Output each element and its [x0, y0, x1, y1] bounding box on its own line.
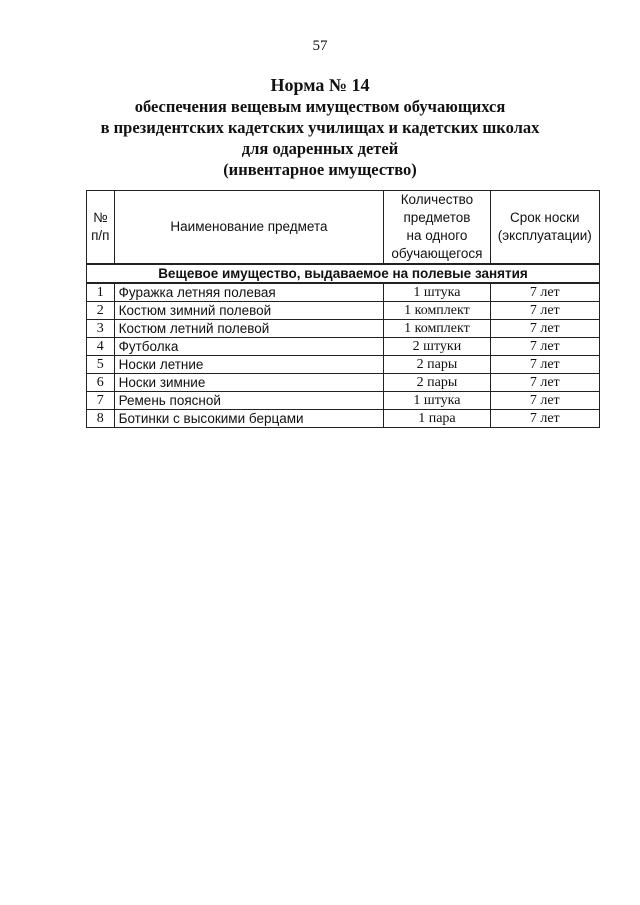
header-wear-term: Срок носки (эксплуатации) — [490, 191, 599, 265]
row-quantity: 1 комплект — [384, 302, 490, 320]
document-heading — [60, 75, 580, 180]
row-item-name: Ботинки с высокими берцами — [114, 410, 384, 428]
table-header-row — [87, 191, 600, 265]
heading-line-4: для одаренных детей — [241, 139, 399, 158]
table-row — [87, 320, 600, 338]
row-quantity: 1 штука — [384, 392, 490, 410]
heading-line-2: обеспечения вещевым имуществом обучающихся — [134, 97, 506, 116]
row-item-name: Костюм летний полевой — [114, 320, 384, 338]
header-item-name: Наименование предмета — [114, 191, 384, 265]
row-number: 2 — [87, 302, 115, 320]
norm-table — [86, 190, 600, 428]
table-row — [87, 338, 600, 356]
row-wear-term: 7 лет — [490, 320, 599, 338]
table-row — [87, 283, 600, 302]
row-quantity: 1 штука — [384, 283, 490, 302]
row-quantity: 2 пары — [384, 374, 490, 392]
row-wear-term: 7 лет — [490, 374, 599, 392]
section-row — [87, 264, 600, 283]
table-row — [87, 410, 600, 428]
row-quantity: 2 штуки — [384, 338, 490, 356]
row-quantity: 2 пары — [384, 356, 490, 374]
row-wear-term: 7 лет — [490, 356, 599, 374]
row-number: 4 — [87, 338, 115, 356]
row-number: 5 — [87, 356, 115, 374]
row-item-name: Ремень поясной — [114, 392, 384, 410]
table-row — [87, 356, 600, 374]
row-number: 7 — [87, 392, 115, 410]
table-row — [87, 392, 600, 410]
row-wear-term: 7 лет — [490, 338, 599, 356]
row-wear-term: 7 лет — [490, 392, 599, 410]
row-number: 3 — [87, 320, 115, 338]
row-number: 6 — [87, 374, 115, 392]
row-item-name: Футболка — [114, 338, 384, 356]
row-wear-term: 7 лет — [490, 410, 599, 428]
row-number: 1 — [87, 283, 115, 302]
heading-line-3: в президентских кадетских училищах и кадетских школах — [100, 118, 540, 137]
table-row — [87, 374, 600, 392]
row-wear-term: 7 лет — [490, 302, 599, 320]
row-item-name: Фуражка летняя полевая — [114, 283, 384, 302]
page-number: 57 — [312, 38, 328, 54]
heading-line-5: (инвентарное имущество) — [223, 160, 417, 179]
norm-title: Норма № 14 — [270, 75, 370, 95]
row-wear-term: 7 лет — [490, 283, 599, 302]
section-title: Вещевое имущество, выдаваемое на полевые занятия — [87, 264, 600, 283]
header-number: № п/п — [87, 191, 115, 265]
row-item-name: Костюм зимний полевой — [114, 302, 384, 320]
table-body — [87, 283, 600, 428]
table-row — [87, 302, 600, 320]
header-quantity: Количество предметов на одного обучающегося — [384, 191, 490, 265]
row-quantity: 1 комплект — [384, 320, 490, 338]
row-item-name: Носки летние — [114, 356, 384, 374]
row-item-name: Носки зимние — [114, 374, 384, 392]
row-number: 8 — [87, 410, 115, 428]
row-quantity: 1 пара — [384, 410, 490, 428]
